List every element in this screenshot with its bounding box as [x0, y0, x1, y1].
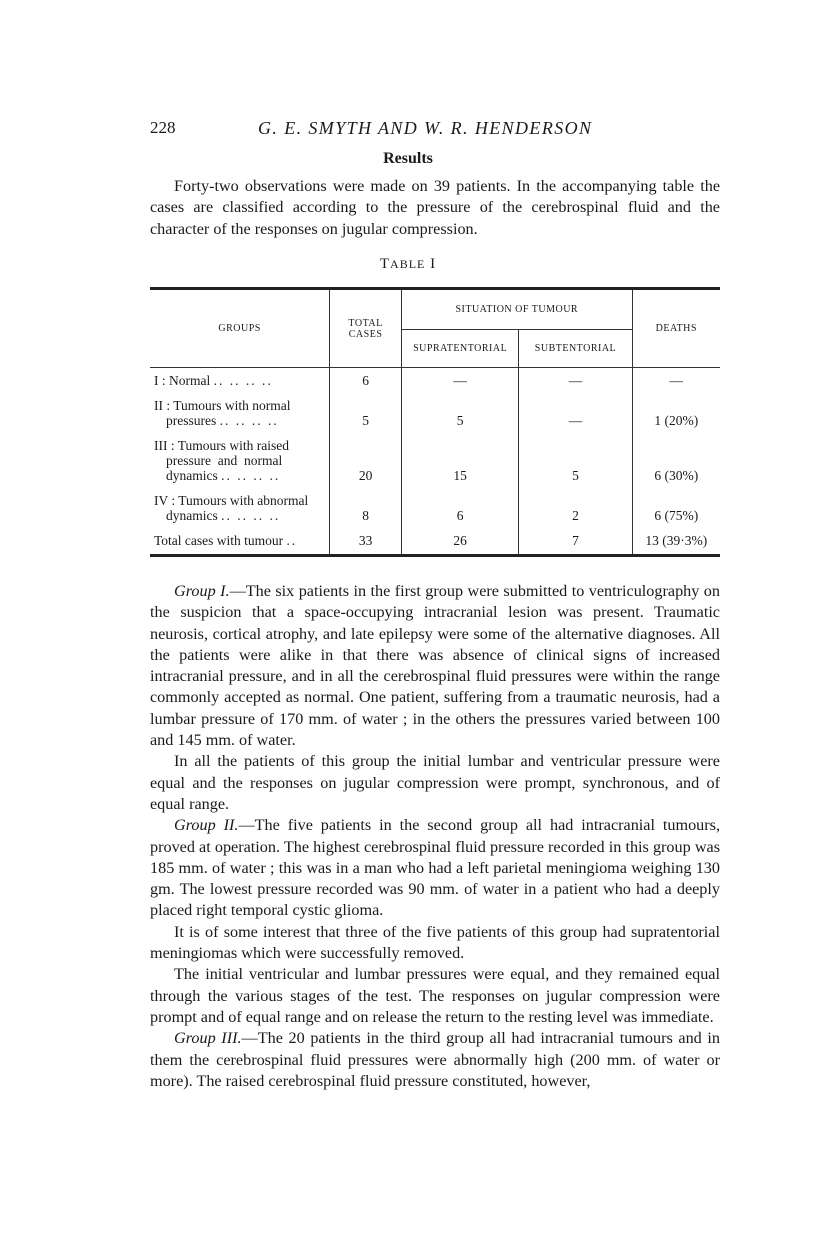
- table-title-rest: ABLE: [390, 257, 426, 271]
- header-situation: SITUATION OF TUMOUR: [401, 289, 632, 330]
- row-supra: —: [401, 368, 518, 391]
- table-row: [150, 485, 720, 525]
- row-group: I : Normal .. .. .. ..: [150, 368, 330, 391]
- paragraph: Group I.—The six patients in the first group were submitted to ventriculography on the suspicion that a space-occupying intracranial lesion was present. Traumatic neurosis, cortical atrophy, and late epilepsy were some of the alternative diagnoses. All the patients were alike in that there was absence of clinical signs of increased intracranial pressure, and in all the cerebrospinal fluid pressures were within the range commonly accepted as normal. One patient, suffering from a traumatic neurosis, had a lumbar pressure of 170 mm. of water ; in the others the pressures varied between 100 and 145 mm. of water.: [150, 582, 720, 750]
- row-group: II : Tumours with normal pressures .. .. .. ..: [150, 390, 330, 430]
- intro-paragraph: [150, 176, 720, 240]
- row-supra: 6: [401, 485, 518, 525]
- table-row: [150, 525, 720, 556]
- row-supra: 15: [401, 430, 518, 485]
- row-deaths: 1 (20%): [654, 413, 699, 428]
- section-title: Results: [383, 150, 433, 167]
- header-supratentorial: SUPRATENTORIAL: [401, 330, 518, 368]
- table-title: [0, 256, 816, 273]
- row-total: 6: [330, 368, 402, 391]
- table-title-initial: T: [379, 256, 391, 272]
- row-total: 20: [330, 430, 402, 485]
- row-sub: 2: [519, 485, 632, 525]
- table-row: [150, 390, 720, 430]
- page-number: 228: [150, 118, 176, 137]
- running-head: G. E. SMYTH AND W. R. HENDERSON: [258, 118, 593, 138]
- body-text: [150, 581, 720, 1092]
- intro-text: Forty-two observations were made on 39 patients. In the accompanying table the cases are classified according to the pressure of the cerebrospinal fluid and the character of the responses on jugular compression.: [150, 177, 720, 238]
- paragraph: Group II.—The five patients in the second group all had intracranial tumours, proved at operation. The highest cerebrospinal fluid pressure recorded in this group was 185 mm. of water ; this was in a man who had a left parietal meningioma weighing 130 gm. The lowest pressure recorded was 90 mm. of water in a patient who had a deeply placed right temporal cystic glioma.: [150, 816, 721, 920]
- row-supra: 26: [401, 525, 518, 556]
- row-deaths: 6 (75%): [654, 508, 699, 523]
- header-total-cases: TOTAL CASES: [330, 289, 402, 368]
- header-groups: GROUPS: [150, 289, 330, 368]
- row-supra: 5: [401, 390, 518, 430]
- row-sub: 5: [519, 430, 632, 485]
- header-deaths: DEATHS: [632, 289, 720, 368]
- paragraph: The initial ventricular and lumbar pressures were equal, and they remained equal through the various stages of the test. The responses on jugular compression were prompt and of equal range and on release the return to the resting level was immediate.: [150, 965, 720, 1026]
- row-deaths: 6 (30%): [654, 468, 699, 483]
- table-row: [150, 430, 720, 485]
- row-total: 5: [330, 390, 402, 430]
- row-total: 33: [330, 525, 402, 556]
- table-title-number: I: [430, 256, 437, 272]
- row-sub: —: [519, 390, 632, 430]
- row-sub: 7: [519, 525, 632, 556]
- row-group: Total cases with tumour ..: [150, 525, 330, 556]
- row-total: 8: [330, 485, 402, 525]
- paragraph: In all the patients of this group the initial lumbar and ventricular pressure were equal and the responses on jugular compression were prompt, synchronous, and of equal range.: [150, 752, 720, 813]
- paragraph: It is of some interest that three of the five patients of this group had supratentorial meningiomas which were successfully removed.: [150, 922, 720, 963]
- header-subtentorial: SUBTENTORIAL: [519, 330, 632, 368]
- results-table: [150, 287, 720, 557]
- row-deaths: 13 (39·3%): [632, 525, 720, 556]
- paragraph: Group III.—The 20 patients in the third group all had intracranial tumours and in them the cerebrospinal fluid pressures were abnormally high (200 mm. of water or more). The raised cerebrospinal fluid pressure constituted, however,: [150, 1029, 721, 1090]
- table-row: [150, 368, 720, 391]
- row-sub: —: [519, 368, 632, 391]
- row-group: III : Tumours with raised pressure and normal dynamics .. .. .. ..: [150, 430, 330, 485]
- row-group: IV : Tumours with abnormal dynamics .. .. .. ..: [150, 485, 330, 525]
- row-deaths: —: [669, 373, 684, 388]
